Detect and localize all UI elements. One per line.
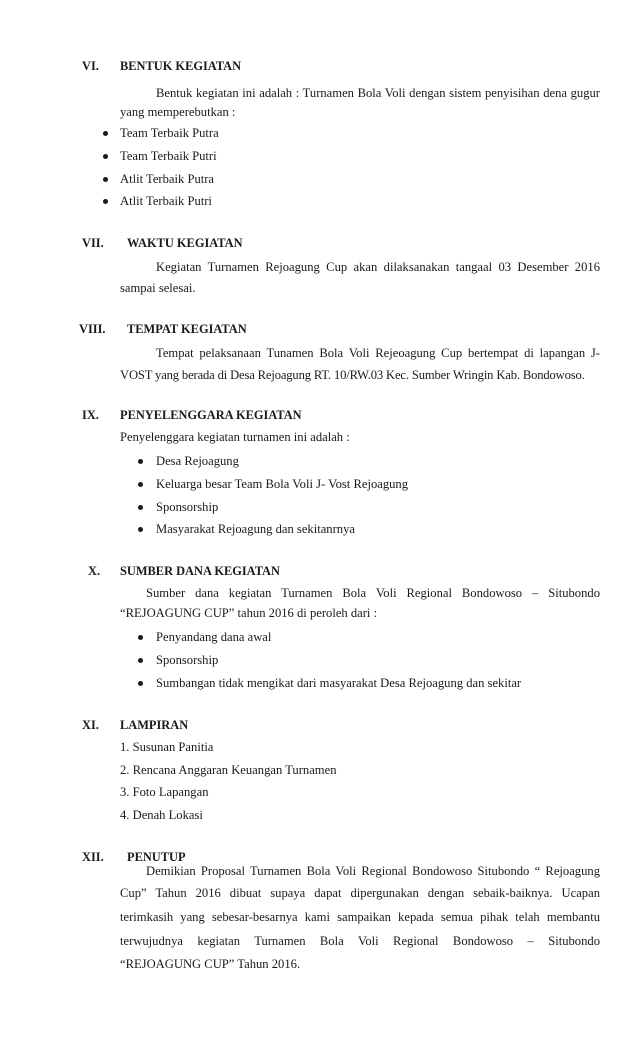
bullet-icon bbox=[138, 658, 143, 663]
list-item: 1. Susunan Panitia bbox=[120, 740, 214, 754]
paragraph-line: Kegiatan Turnamen Rejoagung Cup akan dilaksanakan tangaal 03 Desember 2016 bbox=[156, 260, 600, 274]
list-item: Team Terbaik Putri bbox=[120, 149, 217, 163]
bullet-icon bbox=[138, 635, 143, 640]
paragraph-line: yang memperebutkan : bbox=[120, 105, 236, 119]
list-item: Team Terbaik Putra bbox=[120, 126, 219, 140]
bullet-icon bbox=[103, 177, 108, 182]
section-number: XI. bbox=[82, 718, 99, 732]
list-item: Atlit Terbaik Putri bbox=[120, 194, 212, 208]
list-item: Sponsorship bbox=[156, 500, 219, 514]
section-title: WAKTU KEGIATAN bbox=[127, 236, 243, 250]
list-item: 3. Foto Lapangan bbox=[120, 785, 209, 799]
paragraph-line: Tempat pelaksanaan Tunamen Bola Voli Rejeoagung Cup bertempat di lapangan J- bbox=[156, 346, 600, 360]
bullet-icon bbox=[138, 505, 143, 510]
section-number: IX. bbox=[82, 408, 99, 422]
list-item: Atlit Terbaik Putra bbox=[120, 172, 215, 186]
list-item: 2. Rencana Anggaran Keuangan Turnamen bbox=[120, 763, 337, 777]
list-item: Penyandang dana awal bbox=[156, 630, 272, 644]
paragraph-line: “REJOAGUNG CUP” tahun 2016 di peroleh dari : bbox=[120, 606, 378, 620]
section-title: PENYELENGGARA KEGIATAN bbox=[120, 408, 302, 422]
bullet-icon bbox=[138, 459, 143, 464]
section-number: X. bbox=[88, 564, 101, 578]
bullet-icon bbox=[103, 131, 108, 136]
section-number: XII. bbox=[82, 850, 104, 864]
list-item: Masyarakat Rejoagung dan sekitanrnya bbox=[156, 522, 355, 536]
paragraph-line: Sumber dana kegiatan Turnamen Bola Voli Regional Bondowoso – Situbondo bbox=[146, 586, 600, 600]
section-title: LAMPIRAN bbox=[120, 718, 189, 732]
list-item: Sponsorship bbox=[156, 653, 219, 667]
section-title: SUMBER DANA KEGIATAN bbox=[120, 564, 280, 578]
list-item: Sumbangan tidak mengikat dari masyarakat Desa Rejoagung dan sekitar bbox=[156, 676, 522, 690]
section-title: TEMPAT KEGIATAN bbox=[127, 322, 247, 336]
bullet-icon bbox=[138, 527, 143, 532]
bullet-icon bbox=[103, 154, 108, 159]
paragraph-line: terimkasih yang sebesar-besarnya kami sampaikan kepada semua pihak telah membantu bbox=[120, 910, 600, 924]
paragraph-line: Demikian Proposal Turnamen Bola Voli Regional Bondowoso Situbondo “ Rejoagung bbox=[146, 864, 600, 878]
paragraph-line: sampai selesai. bbox=[120, 281, 196, 295]
section-number: VI. bbox=[82, 59, 99, 73]
paragraph-line: Cup” Tahun 2016 dibuat supaya dapat dipergunakan dengan sebaik-baiknya. Ucapan bbox=[120, 886, 600, 900]
list-item: Desa Rejoagung bbox=[156, 454, 239, 468]
paragraph-line: “REJOAGUNG CUP” Tahun 2016. bbox=[120, 957, 301, 971]
paragraph-line: terwujudnya kegiatan Turnamen Bola Voli Regional Bondowoso – Situbondo bbox=[120, 934, 600, 948]
bullet-icon bbox=[138, 482, 143, 487]
list-item: 4. Denah Lokasi bbox=[120, 808, 203, 822]
bullet-icon bbox=[138, 681, 143, 686]
section-number: VIII. bbox=[79, 322, 106, 336]
paragraph-line: Penyelenggara kegiatan turnamen ini adalah : bbox=[120, 430, 350, 444]
section-title: PENUTUP bbox=[127, 850, 186, 864]
paragraph-line: VOST yang berada di Desa Rejoagung RT. 10/RW.03 Kec. Sumber Wringin Kab. Bondowoso. bbox=[120, 368, 585, 382]
bullet-icon bbox=[103, 199, 108, 204]
section-number: VII. bbox=[82, 236, 104, 250]
section-title: BENTUK KEGIATAN bbox=[120, 59, 242, 73]
paragraph-line: Bentuk kegiatan ini adalah : Turnamen Bola Voli dengan sistem penyisihan dena gugur bbox=[156, 86, 600, 100]
list-item: Keluarga besar Team Bola Voli J- Vost Rejoagung bbox=[156, 477, 409, 491]
